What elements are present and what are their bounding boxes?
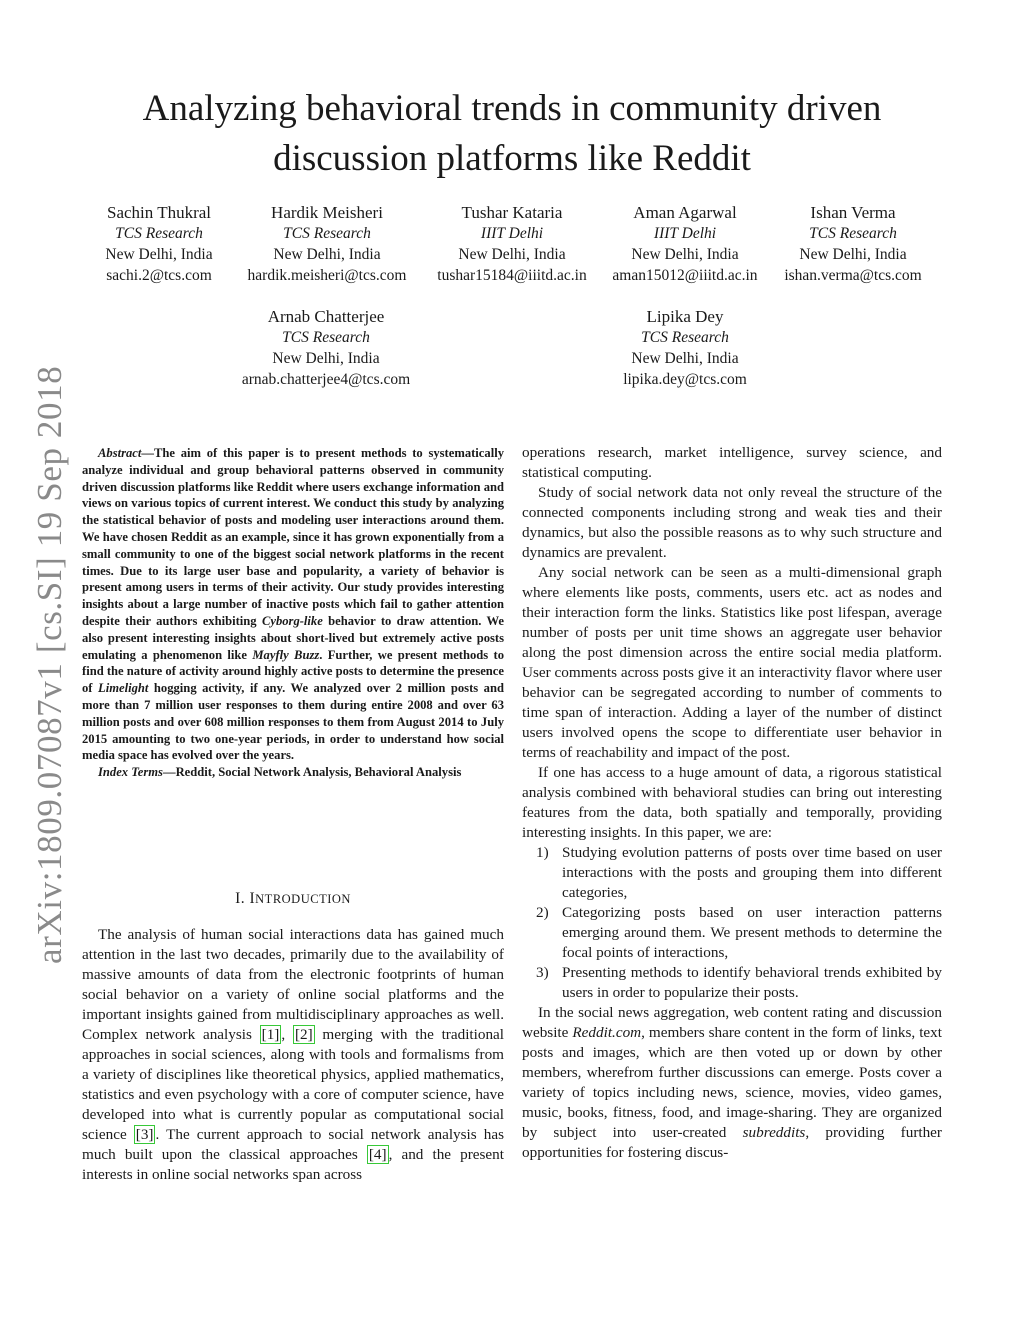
list-text: Categorizing posts based on user interaction patterns emerging around them. We present methods to determine the focal points of interactions, (562, 904, 942, 961)
author-block (774, 202, 932, 286)
term-cyborg: Cyborg-like (261, 613, 323, 628)
abstract-text: —The aim of this paper is to present methods to systematically analyze individual and group behavioral patterns observed in community driven discussion platforms like Reddit where users exchange information and views on various topics of current interest. We conduct this study by analyzing the statistical behavior of posts and modeling user interactions around them. We have chosen Reddit as an example, since it has grown exponentially from a small community to one of the biggest social network platforms in the recent times. Due to its large user base and popularity, a variety of behavior is present among users in terms of their activity. Our study provides interesting insights about a large number of inactive posts which fail to gather attention despite their authors exhibiting (82, 446, 504, 628)
list-item (522, 903, 942, 963)
body-paragraph: Study of social network data not only reveal the structure of the connected components including strong and weak ties and their dynamics, but also the possible reasons as to why such structure and dynamics are prevalent. (522, 484, 942, 561)
list-item (522, 843, 942, 903)
section-title-rest: NTRODUCTION (255, 892, 351, 906)
author-affiliation: TCS Research (282, 329, 370, 346)
author-email: sachi.2@tcs.com (106, 267, 212, 284)
site-name: Reddit.com (572, 1024, 642, 1041)
term-mayfly: Mayfly Buzz (252, 647, 320, 662)
contributions-list (522, 843, 942, 1003)
section-numeral: I. (235, 890, 250, 907)
citation-link[interactable]: [1] (261, 1026, 280, 1043)
author-block (602, 202, 768, 286)
author-name: Lipika Dey (646, 307, 724, 326)
body-text: , providing further opportunities for fostering discus- (522, 1124, 942, 1161)
right-column-body (522, 443, 942, 1163)
author-affiliation: IIIT Delhi (480, 225, 544, 242)
author-location: New Delhi, India (631, 350, 739, 367)
abstract-label: Abstract (98, 446, 142, 460)
citation-link[interactable]: [4] (368, 1146, 387, 1163)
section-heading-introduction (82, 890, 504, 908)
author-name: Aman Agarwal (633, 203, 737, 222)
author-affiliation: TCS Research (809, 225, 897, 242)
abstract-paragraph (82, 445, 504, 764)
abstract-text: behavior to draw attention. We also present interesting insights about short-lived but extremely active posts emulating a phenomenon like (82, 613, 505, 662)
author-location: New Delhi, India (105, 246, 213, 263)
author-block (84, 202, 234, 286)
author-location: New Delhi, India (458, 246, 566, 263)
author-affiliation: TCS Research (283, 225, 371, 242)
body-text: merging with the traditional approaches in social sciences, along with tools and formalisms from a variety of disciplines like theoretical physics, applied mathematics, statistics and even psychology with a core of computer science, have developed into what is currently popular as computational social science (82, 1026, 504, 1143)
author-email: aman15012@iiitd.ac.in (612, 267, 758, 284)
term-subreddits: subreddits (742, 1124, 806, 1141)
author-email: lipika.dey@tcs.com (623, 371, 747, 388)
author-location: New Delhi, India (631, 246, 739, 263)
author-location: New Delhi, India (273, 246, 381, 263)
author-name: Arnab Chatterjee (267, 307, 385, 326)
index-terms (82, 764, 504, 781)
left-column-body (82, 925, 504, 1185)
title-line-1: Analyzing behavioral trends in community driven (142, 88, 882, 129)
body-paragraph (522, 1003, 942, 1163)
author-block (600, 306, 770, 390)
author-email: tushar15184@iiitd.ac.in (437, 267, 587, 284)
title-line-2: discussion platforms like Reddit (273, 138, 751, 179)
author-block (426, 202, 598, 286)
author-email: ishan.verma@tcs.com (784, 267, 922, 284)
body-paragraph: If one has access to a huge amount of data, a rigorous statistical analysis combined with behavioral studies can bring out interesting features from the data, both spatially and temporally, providing interesting insights. In this paper, we are: (522, 764, 942, 841)
abstract-text: hogging activity, if any. We analyzed over 2 million posts and more than 7 million user responses to them during entire 2008 and over 63 million posts and over 608 million responses to them from August 2014 to July 2015 amounting to two one-year periods, in order to understand how social media space has evolved over the years. (82, 681, 504, 763)
author-location: New Delhi, India (799, 246, 907, 263)
author-block (236, 202, 418, 286)
list-text: Presenting methods to identify behavioral trends exhibited by users in order to popularize their posts. (562, 964, 942, 1001)
section-title-first: I (249, 890, 256, 907)
arxiv-identifier: arXiv:1809.07087v1 [cs.SI] 19 Sep 2018 (30, 365, 69, 964)
author-affiliation: TCS Research (115, 225, 203, 242)
list-text: Studying evolution patterns of posts over time based on user interactions with the posts and grouping them into different categories, (562, 844, 942, 901)
citation-link[interactable]: [2] (294, 1026, 313, 1043)
body-paragraph: operations research, market intelligence, survey science, and statistical computing. (522, 444, 942, 481)
body-text: , members share content in the form of links, text posts and images, which are then voted up or down by other members, wherefrom further discussions can emerge. Posts cover a variety of topics including news, science, movies, video games, music, books, fitness, food, and image-sharing. They are organized by subject into user-created (522, 1024, 942, 1141)
author-affiliation: TCS Research (641, 329, 729, 346)
body-text: , (281, 1026, 293, 1043)
index-terms-label: Index Terms (98, 765, 163, 780)
index-terms-text: —Reddit, Social Network Analysis, Behavioral Analysis (162, 765, 462, 780)
author-name: Ishan Verma (810, 203, 896, 222)
list-number: 1) (536, 844, 549, 861)
author-affiliation: IIIT Delhi (653, 225, 717, 242)
paper-title (90, 84, 934, 184)
author-block (228, 306, 424, 390)
abstract-text: . Further, we present methods to find the nature of activity around highly active posts to determine the presence of (82, 647, 504, 696)
author-location: New Delhi, India (272, 350, 380, 367)
author-name: Tushar Kataria (461, 203, 563, 222)
body-text: . The current approach to social network analysis has much built upon the classical approaches (82, 1126, 504, 1163)
body-text: In the social news aggregation, web content rating and discussion website (522, 1004, 942, 1041)
list-number: 2) (536, 904, 549, 921)
list-item (522, 963, 942, 1003)
citation-link[interactable]: [3] (135, 1126, 154, 1143)
abstract (82, 445, 504, 781)
intro-paragraph (82, 925, 504, 1185)
body-text: The analysis of human social interactions data has gained much attention in the last two decades, primarily due to the availability of massive amounts of data from the electronic footprints of human social behavior on a variety of online social platforms and the important insights gained from multidisciplinary approaches as well. Complex network analysis (82, 926, 504, 1043)
term-limelight: Limelight (98, 681, 149, 696)
author-name: Hardik Meisheri (271, 203, 383, 222)
list-number: 3) (536, 964, 549, 981)
body-paragraph: Any social network can be seen as a multi-dimensional graph where elements like posts, comments, users etc. act as nodes and their interaction form the links. Statistics like post lifespan, average number of posts per unit time shows an aggregate user behavior along the post dimension across the entire social media platform. User comments across posts give it an interactivity flavor where user behavior can be segregated according to number of comments to time span of interaction. Adding a layer of the number of distinct users involved opens the scope to differentiate user behavior in terms of reachability and impact of the post. (522, 564, 942, 761)
author-email: hardik.meisheri@tcs.com (247, 267, 407, 284)
author-email: arnab.chatterjee4@tcs.com (241, 371, 411, 388)
body-text: , and the present interests in online social networks span across (82, 1146, 504, 1183)
author-name: Sachin Thukral (106, 203, 212, 222)
